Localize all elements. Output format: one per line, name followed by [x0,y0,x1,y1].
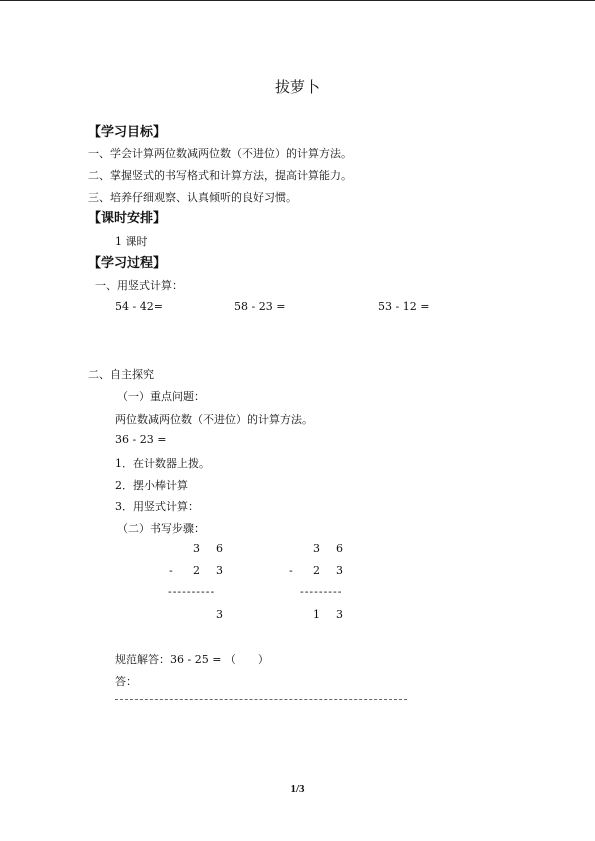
vl-minus: - [169,564,173,577]
vr-bottom-tens: 2 [313,564,320,577]
vr-result-ones: 3 [336,608,343,621]
vl-line: ---------- [168,585,216,598]
goal-item-2: 二、掌握竖式的书写格式和计算方法，提高计算能力。 [88,169,352,182]
vl-bottom-tens: 2 [193,564,200,577]
goals-heading: 【学习目标】 [88,125,167,140]
page-number: 1/3 [290,783,305,795]
problem-2: 58 - 23 = [234,300,286,313]
vl-top-ones: 6 [216,542,223,555]
vl-result-ones: 3 [216,608,223,621]
goal-item-1: 一、学会计算两位数减两位数（不进位）的计算方法。 [88,147,352,160]
sub2-label: （二）书写步骤： [117,522,205,535]
vr-top-tens: 3 [313,542,320,555]
top-border [0,0,595,1]
answer-line [115,699,407,700]
step-3: 3．用竖式计算： [115,500,199,513]
vr-line: --------- [300,585,343,598]
page-title: 拔萝卜 [274,78,320,96]
goal-item-3: 三、培养仔细观察、认真倾听的良好习惯。 [88,191,297,204]
vl-bottom-ones: 3 [216,564,223,577]
step-2: 2．摆小棒计算 [115,479,188,492]
schedule-text: 1 课时 [115,235,148,248]
schedule-heading: 【课时安排】 [88,211,167,226]
vr-result-tens: 1 [313,608,320,621]
vl-top-tens: 3 [193,542,200,555]
standard-answer: 规范解答：36 - 25 = （ ） [115,653,269,666]
sub1-label: （一）重点问题： [117,390,205,403]
problem-3: 53 - 12 = [378,300,430,313]
problem-1: 54 - 42= [115,300,163,313]
vr-top-ones: 6 [336,542,343,555]
part2-label: 二、自主探究 [88,368,154,381]
expression: 36 - 23 = [115,433,167,446]
answer-label: 答： [115,675,137,688]
sub1-text: 两位数减两位数（不进位）的计算方法。 [115,413,313,426]
process-heading: 【学习过程】 [88,256,167,271]
vr-minus: - [289,564,293,577]
part1-label: 一、用竖式计算： [95,279,183,292]
step-1: 1．在计数器上拨。 [115,457,210,470]
vr-bottom-ones: 3 [336,564,343,577]
